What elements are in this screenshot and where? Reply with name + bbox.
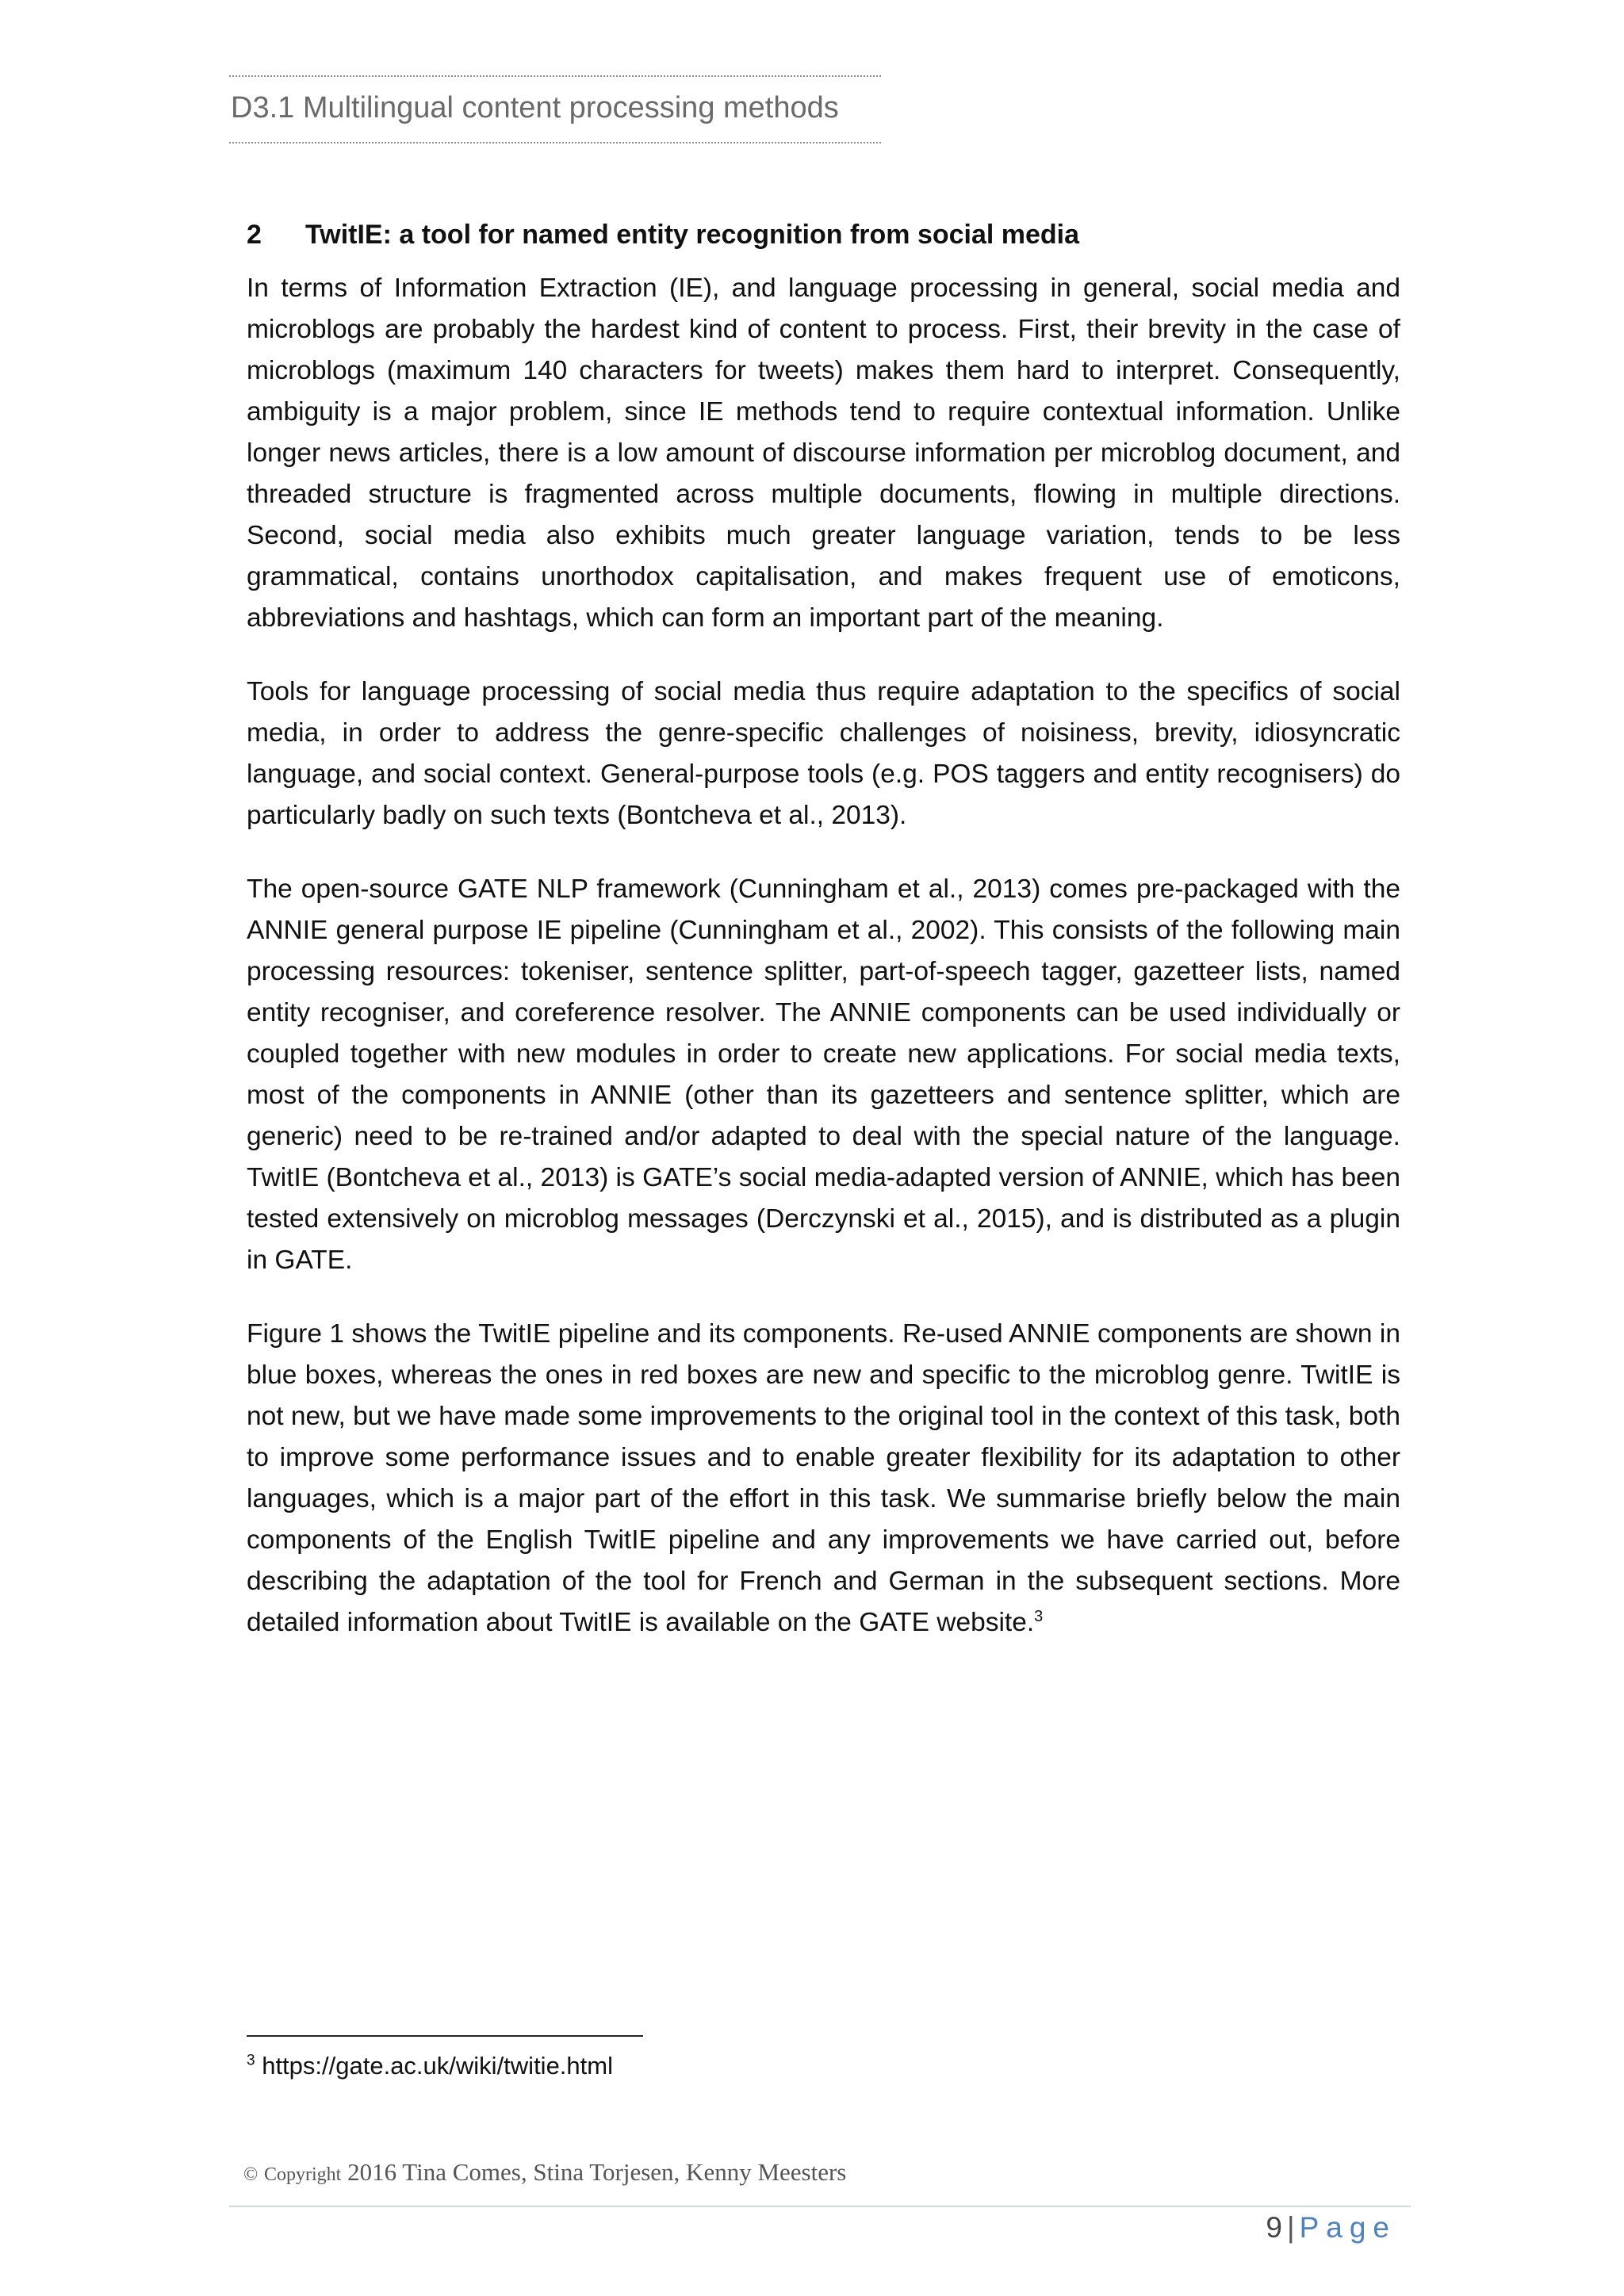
- section-heading: [247, 214, 1400, 255]
- page-number-footer: [1266, 2211, 1396, 2244]
- paragraph-4-text: Figure 1 shows the TwitIE pipeline and its components. Re-used ANNIE components are shown in blue boxes, whereas the ones in red boxes are new and specific to the microblog genre. TwitIE is not new, but we have made some improvements to the original tool in the context of this task, both to improve some performance issues and to enable greater flexibility for its adaptation to other languages, which is a major part of the effort in this task. We summarise briefly below the main components of the English TwitIE pipeline and any improvements we have carried out, before describing the adaptation of the tool for French and German in the subsequent sections. More detailed information about TwitIE is available on the GATE website.: [247, 1319, 1400, 1637]
- section-title: TwitIE: a tool for named entity recognition from social media: [305, 220, 1080, 250]
- document-title: D3.1 Multilingual content processing methods: [231, 91, 839, 124]
- footer-divider: [229, 2206, 1411, 2207]
- paragraph-2: Tools for language processing of social media thus require adaptation to the specifics of social media, in order to address the genre-specific challenges of noisiness, brevity, idiosyncratic language, and social context. General-purpose tools (e.g. POS taggers and entity recognisers) do particularly badly on such texts (Bontcheva et al., 2013).: [247, 677, 1400, 830]
- section-number: 2: [247, 220, 262, 250]
- copyright-word: Copyright: [263, 2164, 342, 2185]
- paragraph-4: [247, 1314, 1400, 1644]
- footnote-link[interactable]: https://gate.ac.uk/wiki/twitie.html: [262, 2052, 613, 2080]
- copyright-symbol: ©: [243, 2164, 259, 2185]
- main-content: [247, 214, 1400, 1676]
- paragraph-3: The open-source GATE NLP framework (Cunningham et al., 2013) comes pre-packaged with the ANNIE general purpose IE pipeline (Cunningham et al., 2002). This consists of the following main processing resources: tokeniser, sentence splitter, part-of-speech tagger, gazetteer lists, named entity recogniser, and coreference resolver. The ANNIE components can be used individually or coupled together with new modules in order to create new applications. For social media texts, most of the components in ANNIE (other than its gazetteers and sentence splitter, which are generic) need to be re-trained and/or adapted to deal with the special nature of the language. TwitIE (Bontcheva et al., 2013) is GATE’s social media-adapted version of ANNIE, which has been tested extensively on microblog messages (Derczynski et al., 2015), and is distributed as a plugin in GATE.: [247, 874, 1400, 1275]
- footnote-marker: 3: [247, 2052, 255, 2069]
- copyright-text: 2016 Tina Comes, Stina Torjesen, Kenny Meesters: [347, 2158, 847, 2186]
- paragraph-1: In terms of Information Extraction (IE), and language processing in general, social media and microblogs are probably the hardest kind of content to process. First, their brevity in the case of microblogs (maximum 140 characters for tweets) makes them hard to interpret. Consequently, ambiguity is a major problem, since IE methods tend to require contextual information. Unlike longer news articles, there is a low amount of discourse information per microblog document, and threaded structure is fragmented across multiple documents, flowing in multiple directions. Second, social media also exhibits much greater language variation, tends to be less grammatical, contains unorthodox capitalisation, and makes frequent use of emoticons, abbreviations and hashtags, which can form an important part of the meaning.: [247, 274, 1400, 633]
- footnote: [247, 2049, 613, 2084]
- footnote-reference[interactable]: 3: [1034, 1607, 1044, 1625]
- page-label: Page: [1299, 2211, 1396, 2244]
- document-header: [229, 75, 881, 144]
- footnote-divider: [247, 2035, 643, 2037]
- page-separator: |: [1286, 2211, 1295, 2244]
- copyright-notice: [243, 2158, 846, 2187]
- page-number: 9: [1266, 2211, 1282, 2244]
